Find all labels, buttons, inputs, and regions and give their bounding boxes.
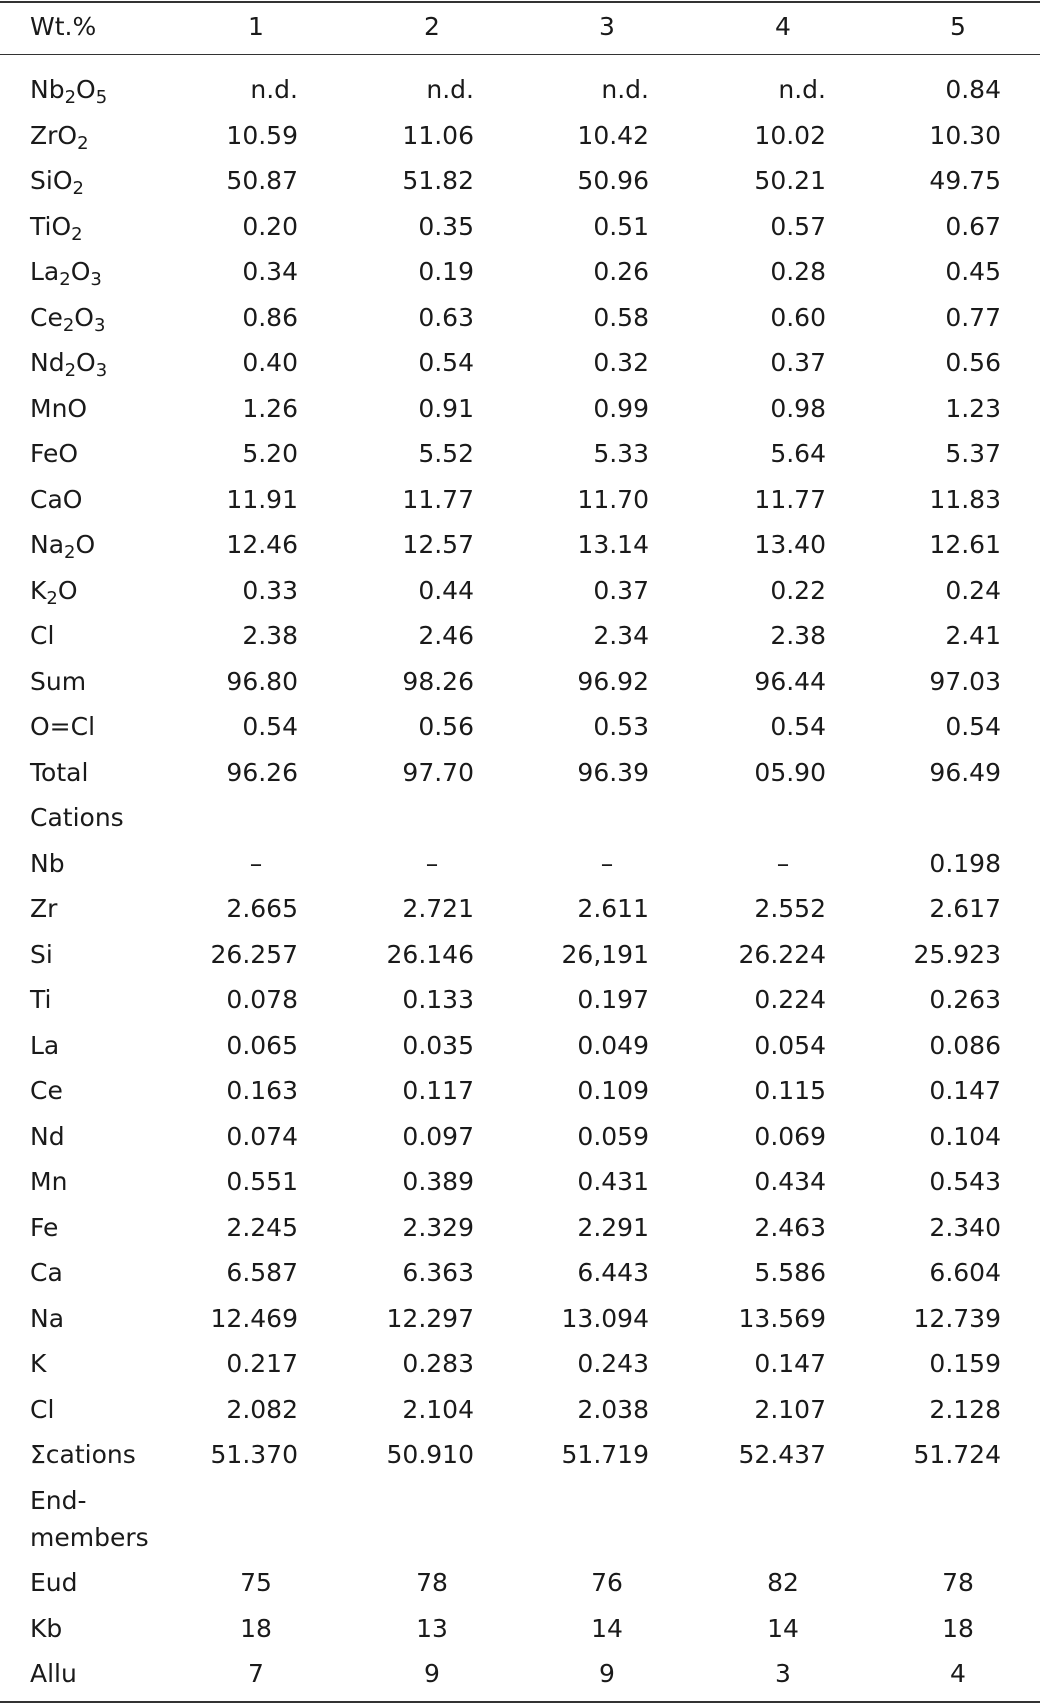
oxide-row [0,750,1040,795]
cell-col-2: 0.133 [402,985,474,1014]
cell-col-5: 0.147 [929,1076,1001,1105]
cell-col-5: 0.24 [945,576,1001,605]
cell-col-1: 2.38 [242,621,298,650]
cell-col-4: 0.37 [770,348,826,377]
cell-col-2: 0.097 [402,1122,474,1151]
cell-col-5: 0.67 [945,212,1001,241]
row-label: Eud [30,1568,78,1597]
cell-col-5: 11.83 [929,485,1001,514]
cell-col-5: 5.37 [945,439,1001,468]
cell-col-5: 12.739 [913,1304,1001,1333]
cell-col-1: 0.065 [226,1031,298,1060]
cell-col-2: 2.329 [402,1213,474,1242]
row-label: MnO [30,394,88,423]
cell-col-4: 14 [767,1614,799,1643]
row-label: Nd [30,1122,65,1151]
cell-col-3: 0.059 [577,1122,649,1151]
cell-col-5: 2.617 [929,894,1001,923]
table-bottom-rule [0,1701,1040,1703]
cell-col-4: 3 [775,1659,791,1688]
cell-col-3: 50.96 [577,166,649,195]
cell-col-1: 12.46 [226,530,298,559]
cell-col-3: 26,191 [561,940,649,969]
row-label: FeO [30,439,79,468]
cell-col-4: 0.98 [770,394,826,423]
cation-row [0,1114,1040,1159]
cell-col-3: 0.32 [593,348,649,377]
cell-col-1: 11.91 [226,485,298,514]
cell-col-4: n.d. [778,75,826,104]
cell-col-2: 0.035 [402,1031,474,1060]
row-label: Cl [30,621,55,650]
cell-col-1: 12.469 [210,1304,298,1333]
row-label: $La_2O_3$ [30,257,102,291]
cell-col-3: 0.26 [593,257,649,286]
cell-col-2: 2.104 [402,1395,474,1424]
cell-col-4: 0.224 [754,985,826,1014]
cell-col-1: 75 [240,1568,272,1597]
cell-col-1: 0.20 [242,212,298,241]
cell-col-4: 5.64 [770,439,826,468]
cell-col-1: 18 [240,1614,272,1643]
cell-col-2: 0.35 [418,212,474,241]
row-label: ZrO$_2$ [30,121,89,155]
cell-col-2: 0.117 [402,1076,474,1105]
cell-col-1: 5.20 [242,439,298,468]
cell-col-2: 0.54 [418,348,474,377]
cell-col-5: 0.159 [929,1349,1001,1378]
cation-row [0,977,1040,1022]
cell-col-2: – [425,849,439,878]
cell-col-5: 4 [950,1659,966,1688]
cell-col-3: 0.99 [593,394,649,423]
cell-col-5: 18 [942,1614,974,1643]
cation-row [0,932,1040,977]
cell-col-4: 50.21 [754,166,826,195]
cell-col-1: 96.80 [226,667,298,696]
cell-col-2: 0.283 [402,1349,474,1378]
cell-col-5: 51.724 [913,1440,1001,1469]
row-label: Ti [30,985,52,1014]
cell-col-1: 0.074 [226,1122,298,1151]
cell-col-3: 0.243 [577,1349,649,1378]
oxide-row [0,340,1040,385]
row-label: Σcations [30,1440,136,1469]
cations-heading-row [0,795,1040,840]
cell-col-3: 0.58 [593,303,649,332]
cell-col-3: 5.33 [593,439,649,468]
cation-row [0,841,1040,886]
cell-col-5: 0.56 [945,348,1001,377]
cation-row [0,1205,1040,1250]
cell-col-1: 2.245 [226,1213,298,1242]
cell-col-3: 13.094 [561,1304,649,1333]
section-heading-cations: Cations [30,803,124,832]
cell-col-5: 0.45 [945,257,1001,286]
cell-col-2: 0.63 [418,303,474,332]
cell-col-3: 2.038 [577,1395,649,1424]
cell-col-3: 6.443 [577,1258,649,1287]
cell-col-1: 2.665 [226,894,298,923]
cell-col-1: 0.163 [226,1076,298,1105]
cell-col-2: 51.82 [402,166,474,195]
table-header-rule [0,54,1040,55]
cell-col-3: 13.14 [577,530,649,559]
cell-col-4: 82 [767,1568,799,1597]
cation-row [0,1432,1040,1477]
cell-col-4: 0.115 [754,1076,826,1105]
oxide-row [0,659,1040,704]
cell-col-2: 2.46 [418,621,474,650]
cell-col-3: 2.611 [577,894,649,923]
row-label: TiO$_2$ [30,212,83,246]
cell-col-5: 0.54 [945,712,1001,741]
row-label: Nb [30,849,65,878]
cation-row [0,1387,1040,1432]
cell-col-5: 0.77 [945,303,1001,332]
oxide-row [0,477,1040,522]
cell-col-4: 10.02 [754,121,826,150]
cell-col-5: 97.03 [929,667,1001,696]
cell-col-3: 76 [591,1568,623,1597]
cell-col-4: 2.107 [754,1395,826,1424]
endmember-row [0,1606,1040,1651]
cell-col-1: 0.33 [242,576,298,605]
row-label: $Nb_2O_5$ [30,75,108,109]
cell-col-2: 97.70 [402,758,474,787]
oxide-row [0,386,1040,431]
cell-col-1: 51.370 [210,1440,298,1469]
cell-col-3: 96.92 [577,667,649,696]
row-label: Cl [30,1395,55,1424]
cell-col-2: n.d. [426,75,474,104]
cell-col-1: 0.54 [242,712,298,741]
cell-col-3: 14 [591,1614,623,1643]
cell-col-5: 12.61 [929,530,1001,559]
row-label: K [30,1349,47,1378]
oxide-row [0,704,1040,749]
cell-col-1: 50.87 [226,166,298,195]
row-label: Total [30,758,89,787]
cell-col-2: 12.57 [402,530,474,559]
cell-col-3: 0.049 [577,1031,649,1060]
cell-col-5: 25.923 [913,940,1001,969]
row-label: Zr [30,894,58,923]
cell-col-5: 0.086 [929,1031,1001,1060]
row-label: Si [30,940,53,969]
cell-col-4: 2.552 [754,894,826,923]
oxide-row [0,613,1040,658]
cell-col-5: 0.198 [929,849,1001,878]
cell-col-2: 9 [424,1659,440,1688]
cation-row [0,1341,1040,1386]
row-label: Ce [30,1076,63,1105]
cell-col-5: 1.23 [945,394,1001,423]
cell-col-5: 0.263 [929,985,1001,1014]
cell-col-3: – [600,849,614,878]
cell-col-1: 6.587 [226,1258,298,1287]
cation-row [0,1159,1040,1204]
cell-col-2: 11.06 [402,121,474,150]
table-header-row [0,4,1040,49]
endmember-row [0,1560,1040,1605]
row-label: $Nd_2O_3$ [30,348,108,382]
oxide-row [0,431,1040,476]
row-label: $Ce_2O_3$ [30,303,106,337]
cell-col-2: 0.91 [418,394,474,423]
cell-col-4: 0.147 [754,1349,826,1378]
cell-col-5: 49.75 [929,166,1001,195]
oxide-row [0,113,1040,158]
header-col-3: 3 [599,12,615,41]
cell-col-3: 2.291 [577,1213,649,1242]
cell-col-1: 1.26 [242,394,298,423]
cell-col-5: 78 [942,1568,974,1597]
cell-col-2: 26.146 [386,940,474,969]
section-heading-endmembers: End- [30,1486,87,1515]
cell-col-1: 0.078 [226,985,298,1014]
cell-col-2: 6.363 [402,1258,474,1287]
header-label: Wt.% [30,12,97,41]
cell-col-3: n.d. [601,75,649,104]
cell-col-1: 0.217 [226,1349,298,1378]
row-label: SiO$_2$ [30,166,84,200]
row-label: Mn [30,1167,68,1196]
oxide-row [0,67,1040,112]
cell-col-4: 0.22 [770,576,826,605]
header-col-2: 2 [424,12,440,41]
cell-col-4: 0.60 [770,303,826,332]
cell-col-1: 10.59 [226,121,298,150]
cell-col-5: 10.30 [929,121,1001,150]
cell-col-4: 26.224 [738,940,826,969]
header-col-1: 1 [248,12,264,41]
row-label: O=Cl [30,712,96,741]
row-label: Fe [30,1213,59,1242]
cell-col-4: 0.28 [770,257,826,286]
cell-col-5: 2.128 [929,1395,1001,1424]
cell-col-3: 0.53 [593,712,649,741]
cell-col-4: – [776,849,790,878]
cell-col-4: 96.44 [754,667,826,696]
table-top-rule [0,1,1040,3]
cell-col-3: 0.37 [593,576,649,605]
cell-col-2: 2.721 [402,894,474,923]
oxide-row [0,158,1040,203]
cell-col-4: 2.463 [754,1213,826,1242]
cell-col-1: – [249,849,263,878]
cell-col-4: 2.38 [770,621,826,650]
row-label: $Na_2O$ [30,530,96,564]
cell-col-5: 0.543 [929,1167,1001,1196]
oxide-row [0,568,1040,613]
row-label: Kb [30,1614,63,1643]
header-col-5: 5 [950,12,966,41]
cell-col-1: n.d. [250,75,298,104]
cation-row [0,1023,1040,1068]
cell-col-4: 0.57 [770,212,826,241]
cell-col-4: 0.434 [754,1167,826,1196]
cell-col-5: 6.604 [929,1258,1001,1287]
cell-col-1: 96.26 [226,758,298,787]
cell-col-2: 50.910 [386,1440,474,1469]
cell-col-4: 13.569 [738,1304,826,1333]
cell-col-4: 52.437 [738,1440,826,1469]
row-label: La [30,1031,60,1060]
cell-col-1: 0.86 [242,303,298,332]
cell-col-4: 11.77 [754,485,826,514]
cation-row [0,1068,1040,1113]
cell-col-4: 0.54 [770,712,826,741]
row-label: $K_2O$ [30,576,78,610]
cell-col-4: 0.054 [754,1031,826,1060]
oxide-row [0,249,1040,294]
section-heading-endmembers: members [30,1523,149,1552]
cell-col-3: 51.719 [561,1440,649,1469]
cell-col-2: 12.297 [386,1304,474,1333]
cell-col-1: 0.40 [242,348,298,377]
oxide-row [0,522,1040,567]
oxide-row [0,204,1040,249]
cell-col-2: 98.26 [402,667,474,696]
cell-col-2: 78 [416,1568,448,1597]
cell-col-3: 0.431 [577,1167,649,1196]
cell-col-1: 0.34 [242,257,298,286]
cell-col-5: 0.84 [945,75,1001,104]
cell-col-3: 9 [599,1659,615,1688]
endmember-row [0,1651,1040,1696]
row-label: CaO [30,485,83,514]
cell-col-1: 0.551 [226,1167,298,1196]
cell-col-3: 0.51 [593,212,649,241]
cell-col-2: 0.56 [418,712,474,741]
cell-col-1: 2.082 [226,1395,298,1424]
row-label: Sum [30,667,87,696]
cell-col-5: 96.49 [929,758,1001,787]
cell-col-2: 13 [416,1614,448,1643]
oxide-row [0,295,1040,340]
cell-col-2: 11.77 [402,485,474,514]
cell-col-2: 0.389 [402,1167,474,1196]
cell-col-2: 5.52 [418,439,474,468]
cation-row [0,1296,1040,1341]
cell-col-1: 26.257 [210,940,298,969]
endmembers-heading-row-2 [0,1515,1040,1560]
header-col-4: 4 [775,12,791,41]
cell-col-3: 0.109 [577,1076,649,1105]
cation-row [0,1250,1040,1295]
cell-col-3: 10.42 [577,121,649,150]
row-label: Ca [30,1258,63,1287]
cell-col-2: 0.19 [418,257,474,286]
cell-col-3: 2.34 [593,621,649,650]
row-label: Na [30,1304,65,1333]
cell-col-4: 0.069 [754,1122,826,1151]
cell-col-3: 0.197 [577,985,649,1014]
row-label: Allu [30,1659,77,1688]
cell-col-2: 0.44 [418,576,474,605]
cell-col-5: 2.41 [945,621,1001,650]
cell-col-4: 5.586 [754,1258,826,1287]
cell-col-1: 7 [248,1659,264,1688]
cell-col-4: 13.40 [754,530,826,559]
cell-col-3: 11.70 [577,485,649,514]
cell-col-5: 2.340 [929,1213,1001,1242]
cell-col-4: 05.90 [754,758,826,787]
cell-col-5: 0.104 [929,1122,1001,1151]
cation-row [0,886,1040,931]
cell-col-3: 96.39 [577,758,649,787]
